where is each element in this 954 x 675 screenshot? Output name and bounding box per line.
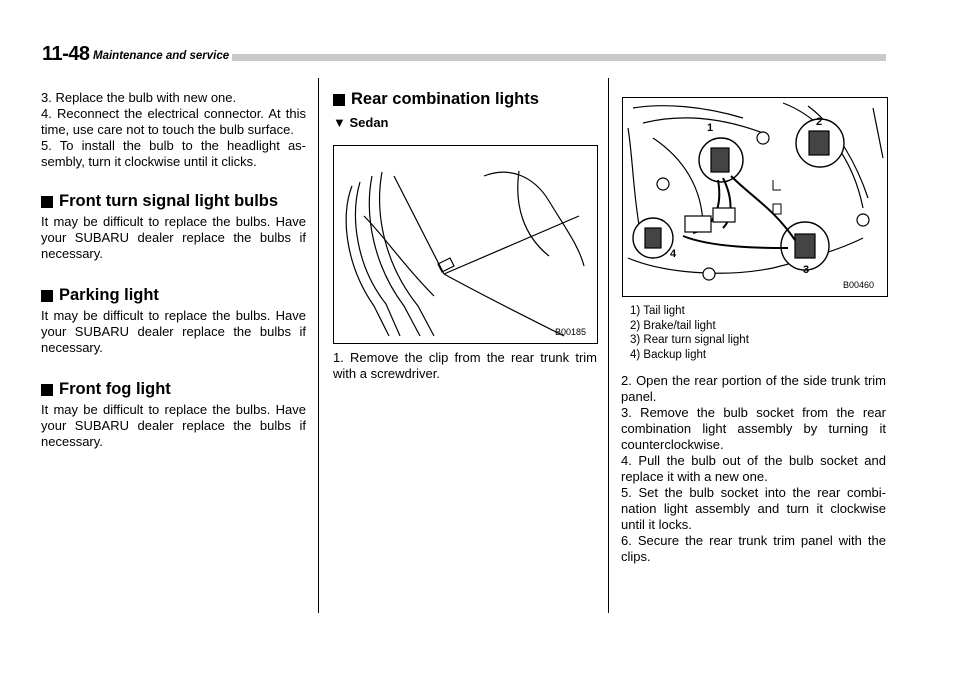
rear-light-drawing: [623, 98, 887, 296]
parking-light-body: It may be difficult to replace the bulbs. Have your SUBARU dealer replace the bulbs if necessary.: [41, 308, 306, 355]
heading-rear-combination-lights: Rear combination lights: [333, 90, 597, 109]
front-fog-light-body: It may be difficult to replace the bulbs. Have your SUBARU dealer replace the bulbs if necessary.: [41, 402, 306, 449]
trunk-trim-drawing: [334, 146, 597, 343]
step-5: 5. Set the bulb socket into the rear combi-nation light assembly and turn it clockwise until it locks.: [621, 485, 886, 532]
column-divider-1: [318, 78, 319, 613]
step-2: 2. Open the rear portion of the side trunk trim panel.: [621, 373, 886, 404]
left-column: [41, 90, 306, 450]
callout-1: 1: [707, 122, 714, 134]
callout-3: 3: [803, 264, 810, 276]
heading-bullet-icon: [41, 384, 53, 396]
right-steps: [621, 373, 886, 565]
legend-brake-tail-light: 2) Brake/tail light: [630, 319, 716, 332]
subheading-sedan: ▼ Sedan: [333, 115, 389, 130]
legend-tail-light: 1) Tail light: [630, 305, 685, 317]
heading-parking-light: Parking light: [41, 286, 306, 305]
heading-bullet-icon: [41, 290, 53, 302]
step-3: 3. Replace the bulb with new one.: [41, 90, 237, 105]
callout-2: 2: [816, 116, 823, 128]
page-number: 11-48: [42, 43, 94, 66]
trunk-trim-illustration: [333, 145, 598, 344]
figure-code-b00185: B00185: [555, 327, 587, 337]
heading-front-turn-signal: Front turn signal light bulbs: [41, 192, 306, 211]
step-5: 5. To install the bulb to the headlight as-sembly, turn it clockwise until it clicks.: [41, 138, 306, 169]
step-6: 6. Secure the rear trunk trim panel with the clips.: [621, 533, 886, 564]
legend-backup-light: 4) Backup light: [630, 348, 707, 361]
heading-bullet-icon: [333, 94, 345, 106]
column-divider-2: [608, 78, 609, 613]
callout-4: 4: [670, 248, 677, 260]
middle-column: [333, 90, 597, 130]
step-4: 4. Reconnect the electrical connector. At this time, use care not to touch the bulb surface.: [41, 106, 306, 137]
step-1: 1. Remove the clip from the rear trunk trim with a screwdriver.: [333, 350, 597, 381]
heading-front-fog-light: Front fog light: [41, 380, 306, 399]
figure-code-b00460: B00460: [843, 280, 875, 290]
front-turn-signal-body: It may be difficult to replace the bulbs. Have your SUBARU dealer replace the bulbs if necessary.: [41, 214, 306, 261]
step-3: 3. Remove the bulb socket from the rear combination light assembly by turning it counterclockwise.: [621, 405, 886, 452]
heading-bullet-icon: [41, 196, 53, 208]
rear-light-assembly-illustration: [622, 97, 888, 297]
section-title: Maintenance and service: [93, 50, 232, 62]
legend-rear-turn-signal-light: 3) Rear turn signal light: [630, 334, 749, 346]
middle-step: [333, 350, 597, 382]
figure-legend: [630, 304, 886, 362]
step-4: 4. Pull the bulb out of the bulb socket and replace it with a new one.: [621, 453, 886, 484]
